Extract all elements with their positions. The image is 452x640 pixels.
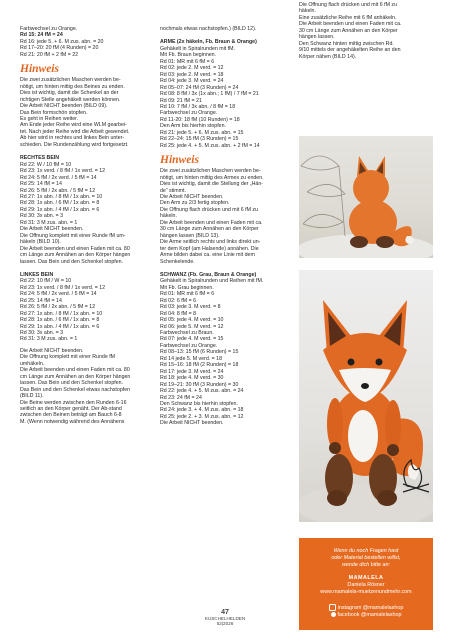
issue-number: 52|2026 <box>216 621 234 626</box>
text-line: Schenkelende. <box>160 258 195 265</box>
text-line: häkeln. <box>299 8 316 15</box>
text-line: Rd 10: 7 fM / 3x abn. / 8 fM = 18 <box>160 103 236 110</box>
text-line: Das Bein und den Schenkel etwas nachstopfen <box>20 386 131 393</box>
text-line: Rd 26: 5 fM / 2x abn. / 5 fM = 12 <box>20 304 96 311</box>
info-line: oder Material bestellen willst, <box>331 555 401 561</box>
text-line: Die Arbeit beenden und einen Faden mit ca. <box>160 219 263 226</box>
text-line: Dies ist wichtig, damit die Stellung der „Hän- <box>160 181 264 188</box>
text-line: Rd 04: jede 3. M verd. = 24 <box>160 78 224 85</box>
text-line: Rd 03: jede 3. M verd. = 8 <box>160 304 221 311</box>
text-line: häkeln (BILD 10). <box>20 239 61 246</box>
text-line: Die Beine werden zwischen den Runden 6-16 <box>20 399 127 406</box>
text-line: Rd 01: MR mit 6 fM = 6 <box>160 58 215 65</box>
text-line: Rd 08–13: 15 fM (6 Runden) = 15 <box>160 349 239 356</box>
column-left <box>20 26 150 425</box>
text-line: zwischen den Beinen beträgt am Bauch 6-8 <box>20 412 122 419</box>
text-line: Dies ist wichtig, damit die Schenkel an der <box>20 90 119 97</box>
text-line: Rd 24: 5 fM / 2x verd. / 5 fM = 14 <box>20 174 97 181</box>
text-line: Rd 16: jede 5. + 6. M zus. abn. = 20 <box>20 38 104 45</box>
text-line: Die Arbeit NICHT beenden. <box>160 420 224 427</box>
text-line: Rd 19–21: 30 fM (3 Runden) = 30 <box>160 381 239 388</box>
text-line: Die Arbeit beenden und einen Faden mit ca. <box>299 21 402 28</box>
text-line: Rd 04: 8 fM = 8 <box>160 310 197 317</box>
text-line: Den Arm zu 2/3 fertig stopfen. <box>160 200 230 207</box>
text-line: Farbwechsel zu Orange. <box>160 342 218 349</box>
fox-front-photo <box>299 270 433 522</box>
text-line: M. (Wenn notwendig während des Annähens <box>20 418 125 425</box>
text-line: Mit Fb. Braun beginnen. <box>160 52 217 59</box>
text-line: Rd 30: 3x abn. = 3 <box>20 330 64 337</box>
text-line: Rd 31: 3 M zus. abn. = 1 <box>20 219 78 226</box>
schwanz-text <box>160 278 292 426</box>
text-line: Den Schwanz bis hierhin stopfen. <box>160 401 238 408</box>
arme-text <box>160 46 292 149</box>
text-line: Farbwechsel zu Orange. <box>160 110 218 117</box>
text-line: nochmals etwas nachstopfen.) (BILD 12). <box>160 26 257 32</box>
text-line: Rd 09: 21 fM = 21 <box>160 97 202 104</box>
text-line: Gehäkelt in Spiralrunden mit fM. <box>160 45 235 52</box>
text-line: Eine zusätzliche Reihe mit 6 fM anhäkeln. <box>299 14 397 21</box>
text-line: Rd 25: jede 4. + 5. M zus. abn. + 2 fM = 14 <box>160 142 260 149</box>
text-line: Rd 25: 14 fM = 14 <box>20 297 62 304</box>
linkes-bein-heading: LINKES BEIN <box>20 271 54 278</box>
website-link[interactable]: www.mamalela-muetzenundmehr.com <box>320 589 412 595</box>
facebook-row[interactable] <box>299 612 433 619</box>
text-line: Rd 17–20: 20 fM (4 Runden) = 20 <box>20 45 99 52</box>
text-line: Rd 22–24: 15 fM (3 Runden) = 15 <box>160 136 239 143</box>
text-line: Die Arbeit NICHT beenden (BILD 09). <box>20 103 108 110</box>
text-line: Die Öffnung komplett mit einer Runde fM um- <box>20 232 126 239</box>
text-line: Rd 23: 1x verd. / 8 fM / 1x verd. = 12 <box>20 284 106 291</box>
text-line: Rd 28: 1x abn. / 6 fM / 1x abn. = 8 <box>20 317 100 324</box>
text-line: Rd 30: 3x abn. = 3 <box>20 213 64 220</box>
text-line: Rd 27: 1x abn. / 8 fM / 1x abn. = 10 <box>20 193 103 200</box>
text-line: ter dem Kopf (am Halsende) annähen. Die <box>160 245 259 252</box>
text-line: Rd 23: 1x verd. / 8 fM / 1x verd. = 12 <box>20 168 106 175</box>
hinweis-text <box>20 77 150 148</box>
text-line: Rd 22: W / 10 fM = 10 <box>20 161 72 168</box>
instagram-label: instagram @mamalelashop <box>337 604 404 611</box>
text-line: Rd 22: jede 4. + 5. M zus. abn. = 24 <box>160 388 244 395</box>
text-line: Rd 07: jede 4. M verd. = 15 <box>160 336 224 343</box>
fox-front-illustration <box>299 270 433 522</box>
text-line: Rd 28: 1x abn. / 6 fM / 1x abn. = 8 <box>20 200 100 207</box>
text-line: Rd 22: 10 fM / W = 10 <box>20 278 72 285</box>
text-line: Die Arbeit beenden und einen Faden mit ca. 80 <box>20 367 130 374</box>
text-line: Es geht in Reihen weiter. <box>20 115 79 122</box>
text-line: Rd 05–07: 24 fM (3 Runden) = 24 <box>160 84 239 91</box>
schwanz-heading: SCHWANZ (Fb. Grau, Braun & Orange) <box>160 271 257 278</box>
text-line: Die Arbeit beenden und einen Faden mit ca. 80 <box>20 245 130 252</box>
instagram-row[interactable] <box>299 604 433 612</box>
text-line: lassen. Das Bein und den Schenkel stopfen. <box>20 380 124 387</box>
text-line: Rd 15: 24 fM = 24 <box>20 32 63 39</box>
text-line: tet. Nach jeder Reihe wird die Arbeit gewendet. <box>20 128 130 135</box>
text-line: hängen lassen. <box>299 34 335 41</box>
arme-heading: ARME (2x häkeln, Fb. Braun & Orange) <box>160 39 257 46</box>
text-line: (BILD 11). <box>20 393 44 400</box>
text-line: Rd 01: MR mit 6 fM = 6 <box>160 291 215 298</box>
magazine-name: KUSCHELHELDEN <box>204 615 246 621</box>
text-line: Die Öffnung flach drücken und mit 6 fM zu <box>160 206 258 213</box>
text-line: Die Arme seitlich rechts und links direkt un- <box>160 239 261 246</box>
text-line: häkeln. <box>160 213 177 220</box>
text-line: Rd 03: jede 2. M verd. = 18 <box>160 71 224 78</box>
text-line: Rd 11-20: 18 fM (10 Runden) = 18 <box>160 116 240 123</box>
text-line: schieden. Die Rundenzählung wird fortgesetzt. <box>20 141 129 148</box>
brand-name: MAMALELA <box>348 575 384 581</box>
text-line: Rd 15–16: 18 fM (2 Runden) = 18 <box>160 362 239 369</box>
text-line: Rd 05: jede 4. M verd. = 10 <box>160 317 224 324</box>
text-line: Rd 24: jede 3. + 4. M zus. abn. = 18 <box>160 407 244 414</box>
text-line: Mit Fb. Grau beginnen. <box>160 284 214 291</box>
text-line: Am Ende jeder Reihe wird eine WLM gearbei- <box>20 122 127 129</box>
text-line: Rd 25: 14 fM = 14 <box>20 181 62 188</box>
person-name: Daniela Rösner <box>347 582 385 588</box>
facebook-icon <box>331 612 336 617</box>
text-line: Ab hier wird in rechtes und linkes Bein unter- <box>20 135 125 142</box>
rechtes-bein-heading: RECHTES BEIN <box>20 155 60 162</box>
text-line: Rd 02: 6 fM = 6 <box>160 297 197 304</box>
page-number: 47 <box>221 609 229 616</box>
info-line: wende dich bitte an: <box>342 562 390 568</box>
text-line: Farbwechsel zu Braun. <box>160 330 214 337</box>
text-line: Die zwei zusätzlichen Maschen werden be- <box>160 168 261 175</box>
text-line: Gehäkelt in Spiralrunden und Reihen mit fM. <box>160 278 264 285</box>
text-line: Rd 14 jede 5. M verd. = 18 <box>160 355 223 362</box>
text-line: cm Länge zum Annähen an den Körper hängen <box>20 252 131 259</box>
rechtes-bein-text <box>20 162 150 265</box>
text-line: Rd 17: jede 3. M verd. = 24 <box>160 368 224 375</box>
text-line: Rd 25: jede 2. + 3. M zus. abn. = 12 <box>160 413 244 420</box>
text-line: de“ stimmt. <box>160 187 186 194</box>
text-line: Rd 31: 3 M zus. abn. = 1 <box>20 336 78 343</box>
hinweis-text <box>160 168 292 265</box>
info-line: Wenn du noch Fragen hast <box>333 548 399 554</box>
text-line: Rd 21: jede 5. + 6. M zus. abn. = 15 <box>160 129 244 136</box>
page-footer <box>195 610 255 627</box>
text-line: Rd 26: 5 fM / 2x abn. / 5 fM = 12 <box>20 187 96 194</box>
text-line: Rd 27: 1x abn. / 8 fM / 1x abn. = 10 <box>20 310 103 317</box>
text-line: lassen. Das Bein und den Schenkel stopfen. <box>20 258 124 265</box>
fox-back-photo <box>299 136 433 258</box>
text-line: Arme bilden dabei ca. eine Linie mit dem <box>160 252 255 259</box>
text-line: Rd 08: 8 fM / 3x (1x abn.; 1 fM) / 7 fM = 21 <box>160 91 259 98</box>
instagram-icon <box>329 604 336 611</box>
top-block <box>20 26 150 58</box>
text-line: Die Arbeit NICHT beenden. <box>20 226 84 233</box>
text-line: Die Öffnung komplett mit einer Runde fM <box>20 354 116 361</box>
text-line: Das Bein formschön stopfen. <box>20 109 88 116</box>
text-line: Die zwei zusätzlichen Maschen werden be- <box>20 77 121 84</box>
text-line: Rd 06: jede 5. M verd. = 12 <box>160 323 224 330</box>
text-line: nötigt, um hinten mittig des Armes zu enden. <box>160 174 264 181</box>
linkes-bein-end-text <box>20 348 150 425</box>
text-line: Rd 23: 24 fM = 24 <box>160 394 202 401</box>
text-line: Rd 29: 1x abn. / 4 fM / 1x abn. = 6 <box>20 206 100 213</box>
text-line: Den Arm bis hierhin stopfen. <box>160 123 226 130</box>
text-line: 30 cm Länge zum Annähen an den Körper <box>160 226 259 233</box>
column-middle <box>160 26 292 427</box>
contact-info-box <box>299 538 433 630</box>
fox-back-illustration <box>299 136 433 258</box>
text-line: Rd 29: 1x abn. / 4 fM / 1x abn. = 6 <box>20 323 100 330</box>
text-line: Die Arbeit NICHT beenden. <box>160 193 224 200</box>
text-line: umhäkeln. <box>20 360 45 367</box>
text-line: richtigen Stelle angehäkelt werden können. <box>20 96 121 103</box>
column-right <box>299 2 433 60</box>
text-line: Farbwechsel zu Orange. <box>20 26 78 32</box>
text-line: Rd 21: 20 fM + 2 fM = 22 <box>20 51 79 58</box>
text-line: cm Länge zum Annähen an den Körper hängen <box>20 373 131 380</box>
text-line: Den Schwanz hinten mittig zwischen Rd. <box>299 40 394 47</box>
text-line: Rd 24: 5 fM / 2x verd. / 5 fM = 14 <box>20 291 97 298</box>
text-line: 30 cm Länge zum Annähen an den Körper <box>299 27 398 34</box>
facebook-label: facebook @mamalelashop <box>337 611 402 618</box>
hinweis-heading: Hinweis <box>160 154 199 167</box>
hinweis-heading: Hinweis <box>20 63 59 76</box>
linkes-bein-text <box>20 278 150 343</box>
text-line: 9/10 mittels der angehäkelten Reihe an den <box>299 47 401 54</box>
text-line: hängen lassen (BILD 13). <box>160 232 220 239</box>
text-line: seitlich an den Körper genäht. Der Ab-stand <box>20 406 122 413</box>
text-line: nötigt, um hinten mittig des Beines zu enden. <box>20 83 125 90</box>
text-line: Rd 02: jede 2. M verd. = 12 <box>160 65 224 72</box>
text-line: Körper nähen (BILD 14). <box>299 53 357 60</box>
text-line: Rd 18: jede 4. M verd. = 30 <box>160 375 224 382</box>
text-line: Die Arbeit NICHT beenden. <box>20 347 84 354</box>
text-line: Die Öffnung flach drücken und mit 6 fM zu <box>299 2 397 8</box>
